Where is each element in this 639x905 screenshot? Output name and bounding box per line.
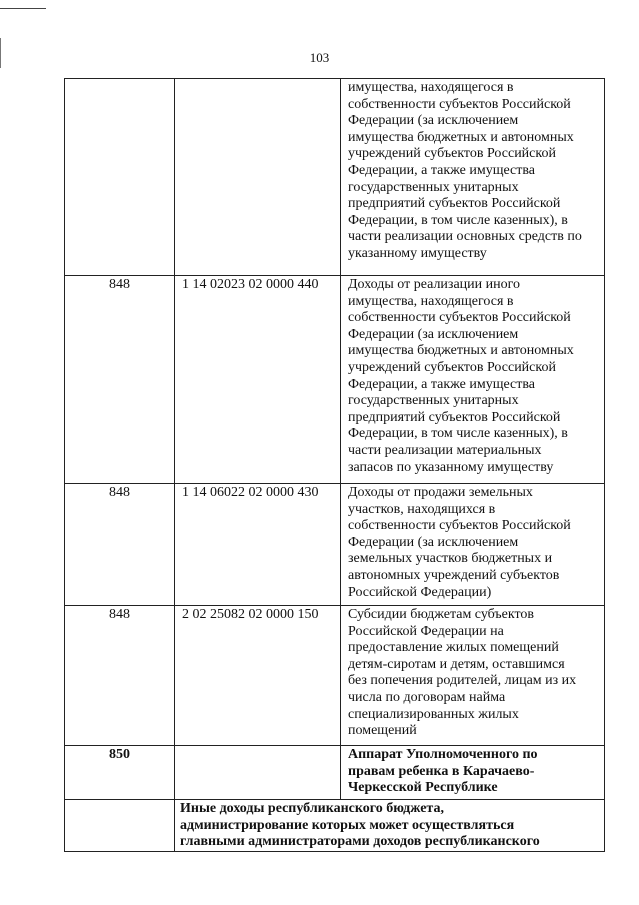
- page-number: 103: [309, 50, 330, 65]
- kbk-cell: 2 02 25082 02 0000 150: [175, 606, 341, 746]
- description-cell: Доходы от продажи земельных участков, находящихся в собственности субъектов Российской Федерации (за исключением земельных участков бюджетных и автономных учреждений субъектов Российской Федерации): [341, 484, 605, 606]
- table-row: [65, 484, 605, 606]
- description-cell: Субсидии бюджетам субъектов Российской Федерации на предоставление жилых помещений детям-сиротам и детям, оставшимся без попечения родителей, лицам из их числа по договорам найма специализированных жилых помещений: [341, 606, 605, 746]
- kbk-cell: 1 14 02023 02 0000 440: [175, 276, 341, 484]
- table-row: [65, 276, 605, 484]
- admin-code-cell: 848: [65, 606, 175, 746]
- admin-code-cell: 848: [65, 276, 175, 484]
- admin-code-cell: 848: [65, 484, 175, 606]
- empty-cell: [65, 800, 175, 852]
- section-heading-row: [65, 800, 605, 852]
- table-row: [65, 79, 605, 276]
- description-cell: имущества, находящегося в собственности субъектов Российской Федерации (за исключением имущества бюджетных и автономных учреждений субъектов Российской Федерации, а также имущества государственных унитарных предприятий субъектов Российской Федерации, в том числе казенных), в части реализации основных средств по указанному имуществу: [341, 79, 605, 276]
- admin-code-cell: [65, 79, 175, 276]
- section-heading: Иные доходы республиканского бюджета, администрирование которых может осуществляться главными администраторами доходов республиканского: [175, 800, 605, 852]
- kbk-cell: [175, 79, 341, 276]
- description-cell: Доходы от реализации иного имущества, находящегося в собственности субъектов Российской Федерации (за исключением имущества бюджетных и автономных учреждений субъектов Российской Федерации, а также имущества государственных унитарных предприятий субъектов Российской Федерации, в том числе казенных), в части реализации материальных запасов по указанному имуществу: [341, 276, 605, 484]
- administrator-name-cell: Аппарат Уполномоченного по правам ребенка в Карачаево- Черкесской Республике: [341, 746, 605, 800]
- kbk-cell: 1 14 06022 02 0000 430: [175, 484, 341, 606]
- admin-code-cell: 850: [65, 746, 175, 800]
- revenue-table: [64, 78, 605, 852]
- kbk-cell: [175, 746, 341, 800]
- table-row: [65, 606, 605, 746]
- top-rule: [0, 8, 46, 9]
- table-row: [65, 746, 605, 800]
